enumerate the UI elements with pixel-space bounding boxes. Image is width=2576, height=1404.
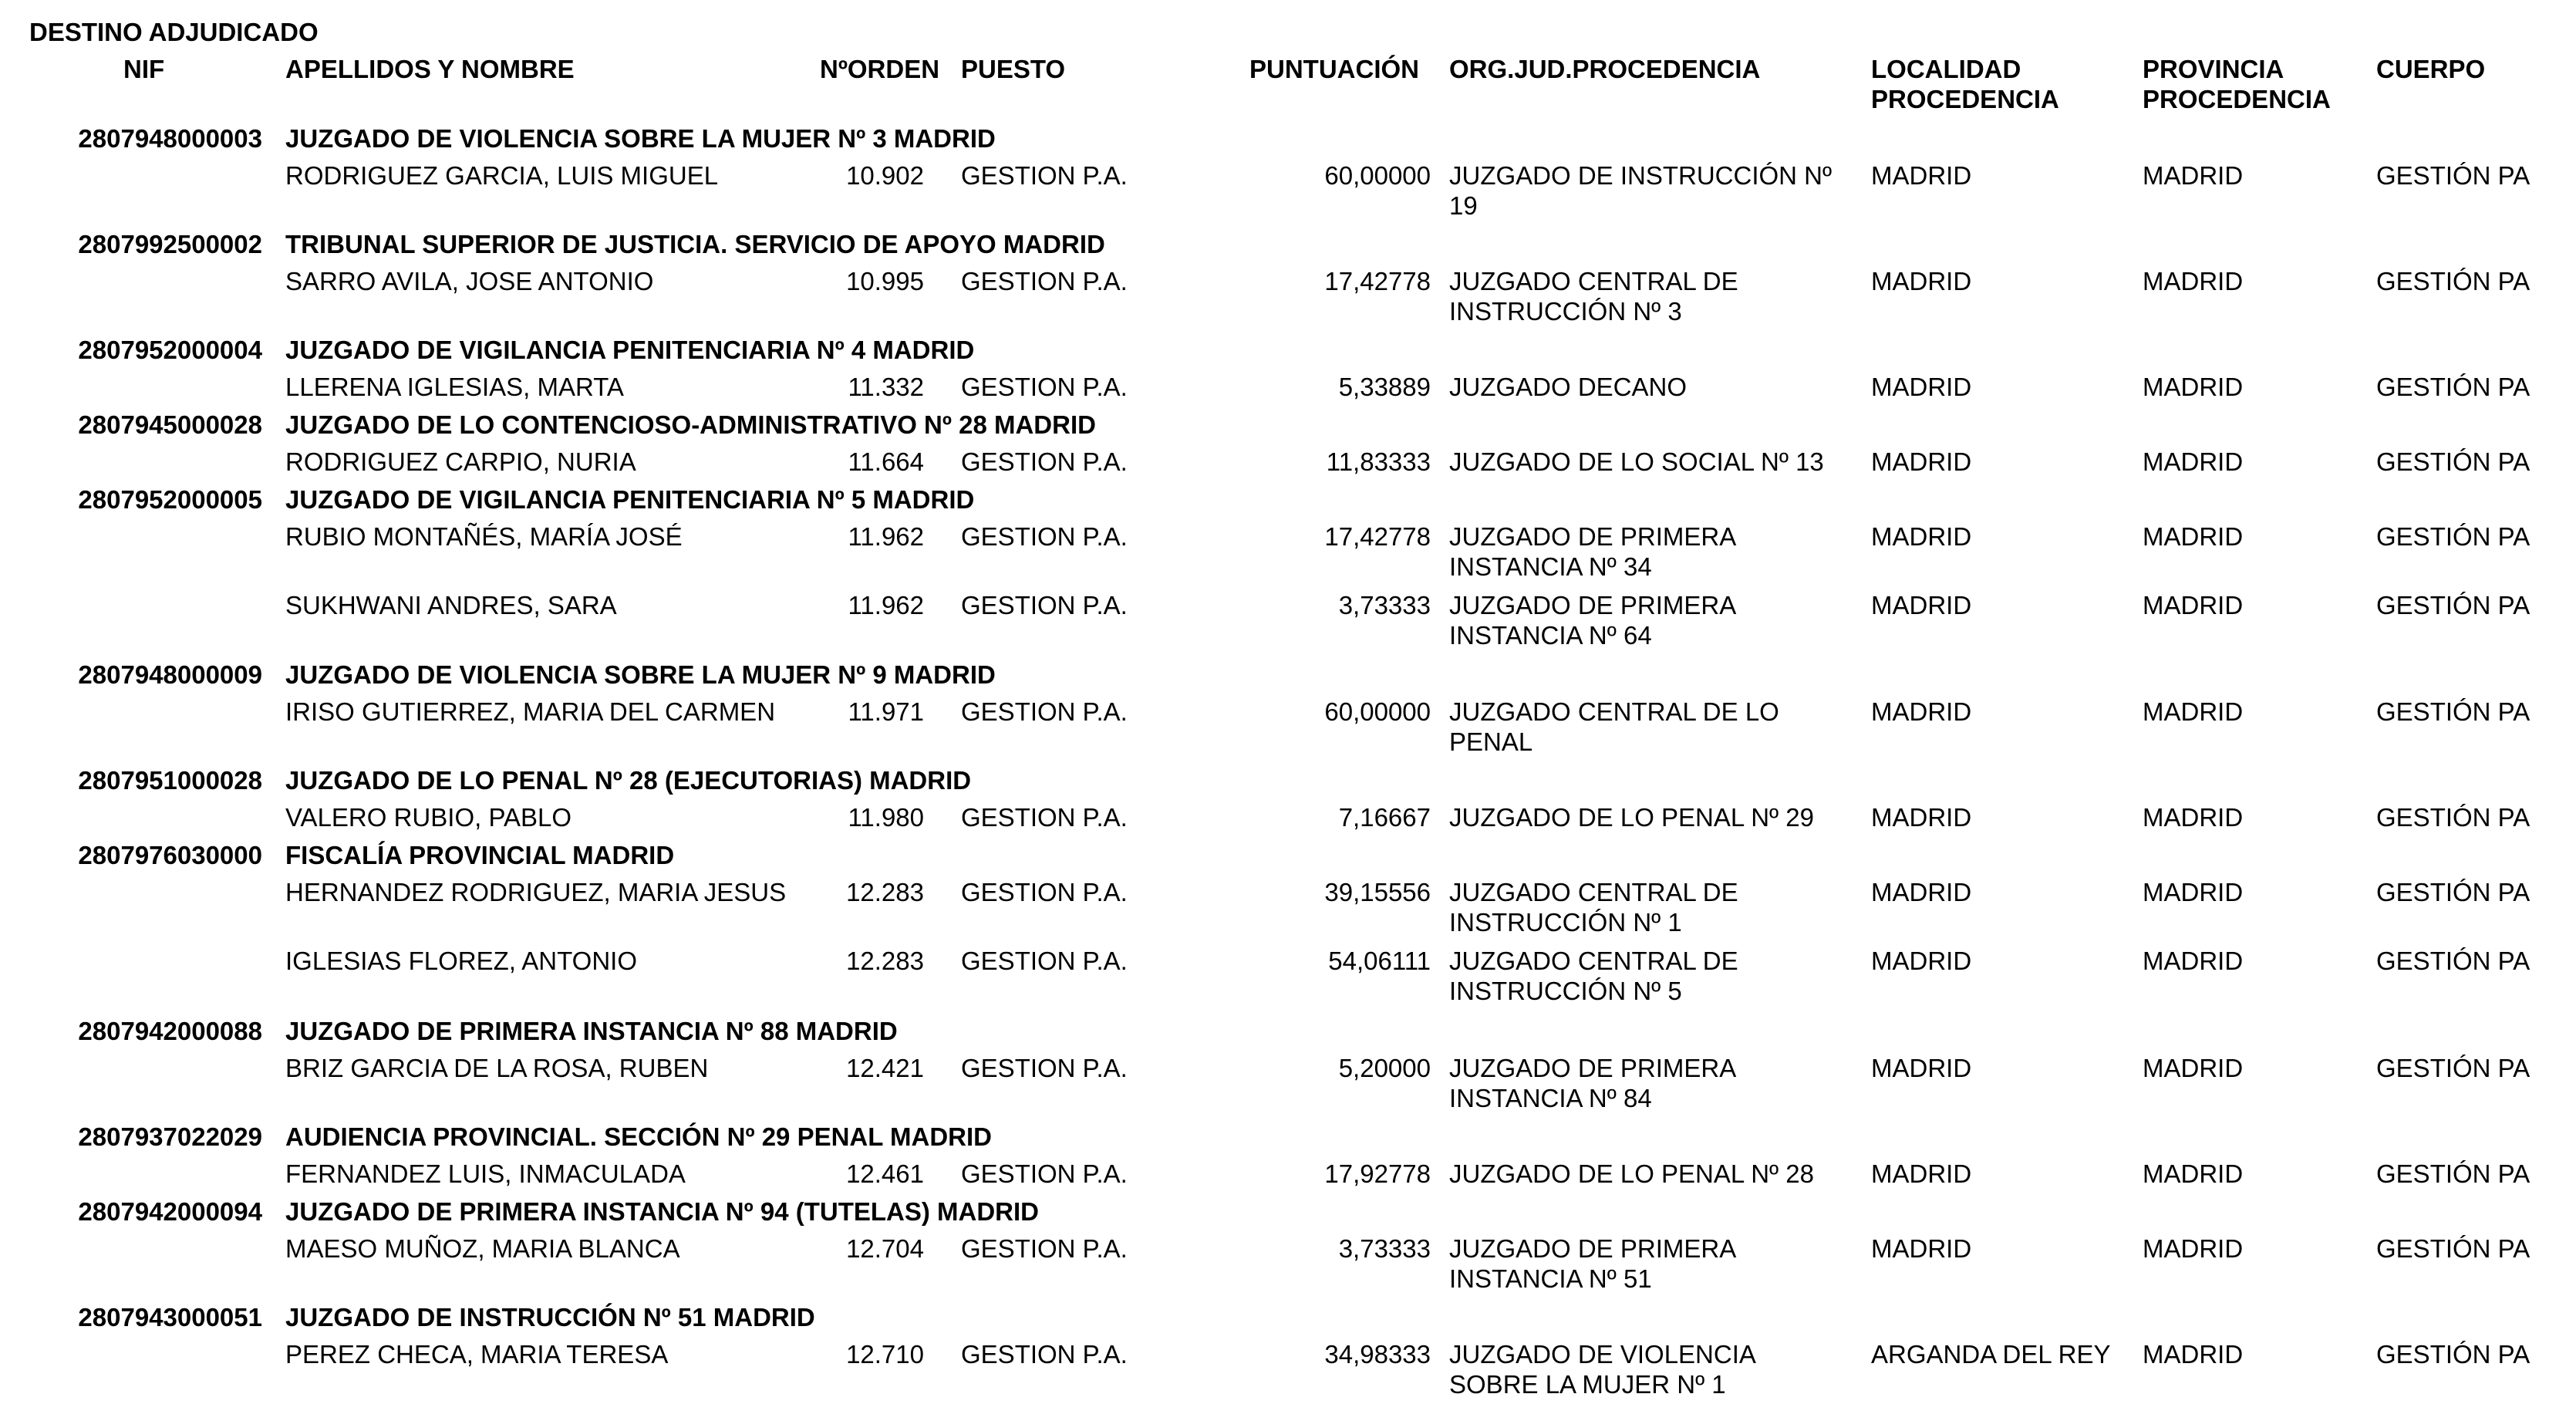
cuerpo: GESTIÓN PA: [2376, 1159, 2530, 1188]
localidad-procedencia: MADRID: [1871, 373, 1972, 401]
provincia-procedencia: MADRID: [2143, 447, 2244, 476]
puesto: GESTION P.A.: [961, 447, 1128, 476]
org-procedencia: JUZGADO DECANO: [1449, 373, 1688, 401]
person-name: RUBIO MONTAÑÉS, MARÍA JOSÉ: [285, 522, 683, 551]
orden-number: 10.995: [846, 267, 924, 295]
person-name: PEREZ CHECA, MARIA TERESA: [285, 1340, 669, 1369]
provincia-procedencia: MADRID: [2143, 697, 2244, 726]
destino-name: JUZGADO DE VIGILANCIA PENITENCIARIA Nº 4 MADRID: [285, 336, 975, 364]
person-name: MAESO MUÑOZ, MARIA BLANCA: [285, 1234, 680, 1263]
org-procedencia: JUZGADO CENTRAL DE LO PENAL: [1449, 697, 1779, 756]
destino-nif: 2807952000005: [78, 485, 262, 514]
orden-number: 12.283: [846, 947, 924, 975]
provincia-procedencia: MADRID: [2143, 373, 2244, 401]
header-provincia: PROVINCIA PROCEDENCIA: [2143, 55, 2331, 113]
destino-nif: 2807942000088: [78, 1017, 262, 1045]
puntuacion: 3,73333: [1338, 591, 1431, 619]
puntuacion: 3,73333: [1338, 1234, 1431, 1263]
destino-name: JUZGADO DE VIOLENCIA SOBRE LA MUJER Nº 3 MADRID: [285, 124, 996, 153]
provincia-procedencia: MADRID: [2143, 591, 2244, 619]
header-localidad: LOCALIDAD PROCEDENCIA: [1871, 55, 2059, 113]
destino-nif: 2807948000003: [78, 124, 262, 153]
destino-name: JUZGADO DE PRIMERA INSTANCIA Nº 88 MADRID: [285, 1017, 898, 1045]
org-procedencia: JUZGADO DE LO SOCIAL Nº 13: [1449, 447, 1824, 476]
destino-nif: 2807952000004: [78, 336, 262, 364]
org-procedencia: JUZGADO CENTRAL DE INSTRUCCIÓN Nº 3: [1449, 267, 1738, 326]
localidad-procedencia: MADRID: [1871, 947, 1972, 975]
org-procedencia: JUZGADO DE LO PENAL Nº 28: [1449, 1159, 1814, 1188]
puesto: GESTION P.A.: [961, 697, 1128, 726]
cuerpo: GESTIÓN PA: [2376, 878, 2530, 906]
cuerpo: GESTIÓN PA: [2376, 447, 2530, 476]
org-procedencia: JUZGADO DE PRIMERA INSTANCIA Nº 34: [1449, 522, 1735, 581]
person-name: HERNANDEZ RODRIGUEZ, MARIA JESUS: [285, 878, 787, 906]
puesto: GESTION P.A.: [961, 591, 1128, 619]
puntuacion: 5,20000: [1338, 1054, 1431, 1082]
orden-number: 12.421: [846, 1054, 924, 1082]
localidad-procedencia: MADRID: [1871, 161, 1972, 190]
puesto: GESTION P.A.: [961, 947, 1128, 975]
cuerpo: GESTIÓN PA: [2376, 947, 2530, 975]
destino-nif: 2807992500002: [78, 230, 262, 258]
orden-number: 12.461: [846, 1159, 924, 1188]
destino-name: JUZGADO DE LO CONTENCIOSO-ADMINISTRATIVO Nº 28 MADRID: [285, 410, 1096, 439]
header-apellidos: APELLIDOS Y NOMBRE: [285, 55, 575, 83]
provincia-procedencia: MADRID: [2143, 1234, 2244, 1263]
person-name: BRIZ GARCIA DE LA ROSA, RUBEN: [285, 1054, 709, 1082]
puntuacion: 60,00000: [1324, 697, 1431, 726]
org-procedencia: JUZGADO DE PRIMERA INSTANCIA Nº 84: [1449, 1054, 1735, 1112]
destino-name: JUZGADO DE LO PENAL Nº 28 (EJECUTORIAS) MADRID: [285, 766, 972, 795]
person-name: IRISO GUTIERREZ, MARIA DEL CARMEN: [285, 697, 776, 726]
header-puesto: PUESTO: [961, 55, 1066, 83]
cuerpo: GESTIÓN PA: [2376, 1234, 2530, 1263]
org-procedencia: JUZGADO CENTRAL DE INSTRUCCIÓN Nº 1: [1449, 878, 1738, 937]
provincia-procedencia: MADRID: [2143, 1054, 2244, 1082]
puntuacion: 5,33889: [1338, 373, 1431, 401]
localidad-procedencia: MADRID: [1871, 267, 1972, 295]
puesto: GESTION P.A.: [961, 1340, 1128, 1369]
destino-nif: 2807951000028: [78, 766, 262, 795]
provincia-procedencia: MADRID: [2143, 803, 2244, 832]
provincia-procedencia: MADRID: [2143, 1159, 2244, 1188]
header-org-procedencia: ORG.JUD.PROCEDENCIA: [1449, 55, 1761, 83]
destino-name: AUDIENCIA PROVINCIAL. SECCIÓN Nº 29 PENAL MADRID: [285, 1122, 992, 1151]
person-name: LLERENA IGLESIAS, MARTA: [285, 373, 624, 401]
destino-nif: 2807945000028: [78, 410, 262, 439]
puesto: GESTION P.A.: [961, 1234, 1128, 1263]
person-name: RODRIGUEZ CARPIO, NURIA: [285, 447, 636, 476]
puntuacion: 17,42778: [1324, 267, 1431, 295]
destino-nif: 2807943000051: [78, 1303, 262, 1331]
cuerpo: GESTIÓN PA: [2376, 373, 2530, 401]
localidad-procedencia: MADRID: [1871, 1159, 1972, 1188]
puesto: GESTION P.A.: [961, 878, 1128, 906]
orden-number: 11.971: [848, 697, 924, 726]
orden-number: 12.283: [846, 878, 924, 906]
orden-number: 11.962: [848, 591, 924, 619]
puesto: GESTION P.A.: [961, 1159, 1128, 1188]
org-procedencia: JUZGADO DE PRIMERA INSTANCIA Nº 64: [1449, 591, 1735, 650]
puntuacion: 11,83333: [1326, 447, 1431, 476]
orden-number: 11.962: [848, 522, 924, 551]
localidad-procedencia: MADRID: [1871, 878, 1972, 906]
person-name: VALERO RUBIO, PABLO: [285, 803, 572, 832]
orden-number: 11.980: [848, 803, 924, 832]
org-procedencia: JUZGADO DE PRIMERA INSTANCIA Nº 51: [1449, 1234, 1735, 1293]
provincia-procedencia: MADRID: [2143, 878, 2244, 906]
org-procedencia: JUZGADO DE LO PENAL Nº 29: [1449, 803, 1814, 832]
person-name: SARRO AVILA, JOSE ANTONIO: [285, 267, 654, 295]
orden-number: 12.710: [846, 1340, 924, 1369]
destino-nif: 2807942000094: [78, 1197, 262, 1226]
header-nif: NIF: [123, 55, 165, 83]
person-name: IGLESIAS FLOREZ, ANTONIO: [285, 947, 638, 975]
orden-number: 10.902: [846, 161, 924, 190]
provincia-procedencia: MADRID: [2143, 522, 2244, 551]
puntuacion: 7,16667: [1338, 803, 1431, 832]
cuerpo: GESTIÓN PA: [2376, 803, 2530, 832]
localidad-procedencia: MADRID: [1871, 591, 1972, 619]
localidad-procedencia: MADRID: [1871, 1054, 1972, 1082]
destino-nif: 2807976030000: [78, 841, 262, 869]
localidad-procedencia: MADRID: [1871, 1234, 1972, 1263]
cuerpo: GESTIÓN PA: [2376, 522, 2530, 551]
puntuacion: 54,06111: [1328, 947, 1431, 975]
destino-nif: 2807948000009: [78, 660, 262, 689]
puntuacion: 17,92778: [1324, 1159, 1431, 1188]
puntuacion: 39,15556: [1324, 878, 1431, 906]
puesto: GESTION P.A.: [961, 161, 1128, 190]
puntuacion: 60,00000: [1324, 161, 1431, 190]
person-name: SUKHWANI ANDRES, SARA: [285, 591, 617, 619]
puesto: GESTION P.A.: [961, 522, 1128, 551]
org-procedencia: JUZGADO DE INSTRUCCIÓN Nº 19: [1449, 161, 1833, 220]
cuerpo: GESTIÓN PA: [2376, 697, 2530, 726]
person-name: RODRIGUEZ GARCIA, LUIS MIGUEL: [285, 161, 719, 190]
org-procedencia: JUZGADO CENTRAL DE INSTRUCCIÓN Nº 5: [1449, 947, 1738, 1005]
header-orden: NºORDEN: [820, 55, 940, 83]
provincia-procedencia: MADRID: [2143, 161, 2244, 190]
puesto: GESTION P.A.: [961, 267, 1128, 295]
header-cuerpo: CUERPO: [2376, 55, 2486, 83]
destino-name: JUZGADO DE INSTRUCCIÓN Nº 51 MADRID: [285, 1303, 815, 1331]
cuerpo: GESTIÓN PA: [2376, 161, 2530, 190]
orden-number: 12.704: [846, 1234, 924, 1263]
provincia-procedencia: MADRID: [2143, 1340, 2244, 1369]
puesto: GESTION P.A.: [961, 1054, 1128, 1082]
destino-nif: 2807937022029: [78, 1122, 262, 1151]
puntuacion: 17,42778: [1324, 522, 1431, 551]
localidad-procedencia: MADRID: [1871, 803, 1972, 832]
person-name: FERNANDEZ LUIS, INMACULADA: [285, 1159, 686, 1188]
puesto: GESTION P.A.: [961, 373, 1128, 401]
header-puntuacion: PUNTUACIÓN: [1249, 55, 1419, 83]
puntuacion: 34,98333: [1324, 1340, 1431, 1369]
orden-number: 11.664: [848, 447, 924, 476]
destino-name: JUZGADO DE PRIMERA INSTANCIA Nº 94 (TUTELAS) MADRID: [285, 1197, 1040, 1226]
org-procedencia: JUZGADO DE VIOLENCIA SOBRE LA MUJER Nº 1: [1449, 1340, 1755, 1399]
orden-number: 11.332: [848, 373, 924, 401]
destino-name: FISCALÍA PROVINCIAL MADRID: [285, 841, 675, 869]
cuerpo: GESTIÓN PA: [2376, 1054, 2530, 1082]
localidad-procedencia: ARGANDA DEL REY: [1871, 1340, 2111, 1369]
localidad-procedencia: MADRID: [1871, 522, 1972, 551]
destino-name: TRIBUNAL SUPERIOR DE JUSTICIA. SERVICIO DE APOYO MADRID: [285, 230, 1105, 258]
destino-name: JUZGADO DE VIOLENCIA SOBRE LA MUJER Nº 9 MADRID: [285, 660, 996, 689]
document-title: DESTINO ADJUDICADO: [29, 18, 319, 46]
provincia-procedencia: MADRID: [2143, 267, 2244, 295]
destino-name: JUZGADO DE VIGILANCIA PENITENCIARIA Nº 5 MADRID: [285, 485, 975, 514]
cuerpo: GESTIÓN PA: [2376, 591, 2530, 619]
localidad-procedencia: MADRID: [1871, 697, 1972, 726]
provincia-procedencia: MADRID: [2143, 947, 2244, 975]
cuerpo: GESTIÓN PA: [2376, 267, 2530, 295]
puesto: GESTION P.A.: [961, 803, 1128, 832]
cuerpo: GESTIÓN PA: [2376, 1340, 2530, 1369]
localidad-procedencia: MADRID: [1871, 447, 1972, 476]
